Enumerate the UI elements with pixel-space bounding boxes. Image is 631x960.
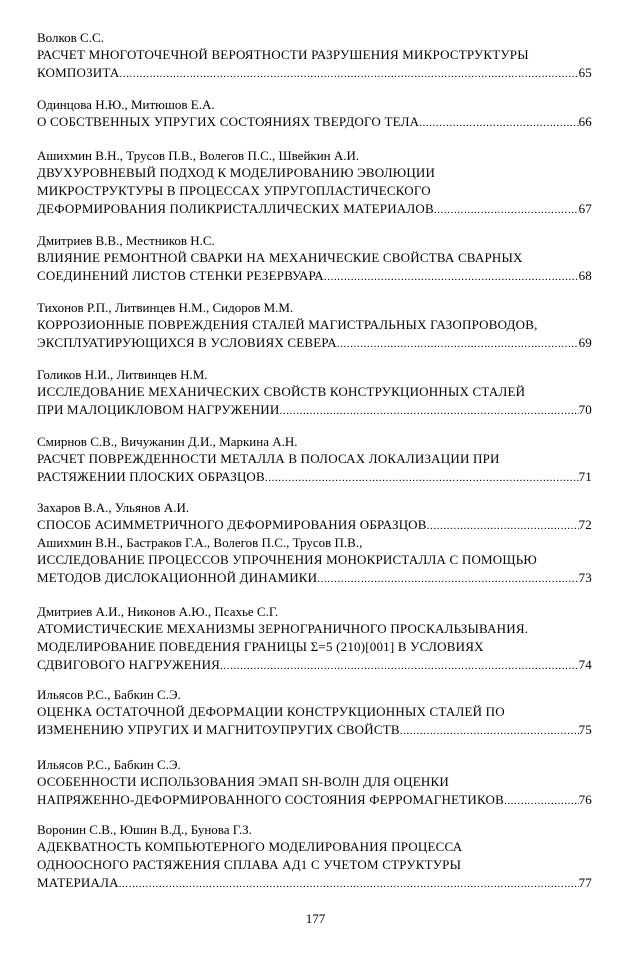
dot-leader <box>317 570 578 588</box>
toc-entry-title-line: РАСТЯЖЕНИИ ПЛОСКИХ ОБРАЗЦОВ <box>37 469 265 484</box>
toc-entry-authors: Воронин С.В., Юшин В.Д., Бунова Г.З. <box>37 822 252 837</box>
toc-entry-title-last-line <box>37 721 592 739</box>
dot-leader <box>400 722 579 740</box>
toc-entry-title-line: ДВУХУРОВНЕВЫЙ ПОДХОД К МОДЕЛИРОВАНИЮ ЭВОЛЮЦИИ <box>37 165 436 180</box>
dot-leader <box>119 875 579 893</box>
toc-entry-authors: Ашихмин В.Н., Бастраков Г.А., Волегов П.С., Трусов П.В., <box>37 535 363 550</box>
toc-entry-title-last-line <box>37 516 592 534</box>
toc-entry-authors: Волков С.С. <box>37 30 104 45</box>
toc-entry <box>37 97 592 131</box>
toc-entry-title-line: КОРРОЗИОННЫЕ ПОВРЕЖДЕНИЯ СТАЛЕЙ МАГИСТРАЛЬНЫХ ГАЗОПРОВОДОВ, <box>37 317 538 332</box>
toc-entry-title-line: МАТЕРИАЛА <box>37 875 119 890</box>
toc-entry <box>37 30 592 82</box>
toc-entry-title-line: ВЛИЯНИЕ РЕМОНТНОЙ СВАРКИ НА МЕХАНИЧЕСКИЕ СВОЙСТВА СВАРНЫХ <box>37 250 523 265</box>
toc-entry-title-line: ИССЛЕДОВАНИЕ МЕХАНИЧЕСКИХ СВОЙСТВ КОНСТРУКЦИОННЫХ СТАЛЕЙ <box>37 384 526 399</box>
toc-entry-page: 73 <box>578 570 592 585</box>
toc-entry-title-last-line <box>37 64 592 82</box>
dot-leader <box>419 114 578 132</box>
dot-leader <box>434 201 579 219</box>
toc-entry-title-line: НАПРЯЖЕННО-ДЕФОРМИРОВАННОГО СОСТОЯНИЯ ФЕРРОМАГНЕТИКОВ <box>37 792 504 807</box>
toc-entry-title-last-line <box>37 569 592 587</box>
toc-entry <box>37 687 592 739</box>
toc-entry-title-line: ОДНООСНОГО РАСТЯЖЕНИЯ СПЛАВА АД1 С УЧЕТОМ СТРУКТУРЫ <box>37 857 462 872</box>
toc-entry-title-line: КОМПОЗИТА <box>37 65 120 80</box>
page-number: 177 <box>305 911 326 926</box>
toc-entry-title-last-line <box>37 656 592 674</box>
toc-entry-authors: Захаров В.А., Ульянов А.И. <box>37 500 190 515</box>
toc-entry-page: 69 <box>578 335 592 350</box>
toc-entry-page: 74 <box>578 657 592 672</box>
toc-entry-page: 70 <box>578 402 592 417</box>
toc-entry-title-line: ЭКСПЛУАТИРУЮЩИХСЯ В УСЛОВИЯХ СЕВЕРА <box>37 335 337 350</box>
toc-entry <box>37 535 592 587</box>
toc-entry-title-line: РАСЧЕТ МНОГОТОЧЕЧНОЙ ВЕРОЯТНОСТИ РАЗРУШЕНИЯ МИКРОСТРУКТУРЫ <box>37 47 529 62</box>
toc-entry <box>37 822 592 892</box>
dot-leader <box>504 792 579 810</box>
toc-entry-title-line: РАСЧЕТ ПОВРЕЖДЕННОСТИ МЕТАЛЛА В ПОЛОСАХ ЛОКАЛИЗАЦИИ ПРИ <box>37 451 500 466</box>
toc-entry-title-last-line <box>37 468 592 486</box>
dot-leader <box>427 517 579 535</box>
toc-entry-authors: Смирнов С.В., Вичужанин Д.И., Маркина А.Н. <box>37 434 298 449</box>
toc-entry-page: 67 <box>578 201 592 216</box>
toc-entry <box>37 367 592 419</box>
dot-leader <box>280 402 579 420</box>
dot-leader <box>324 268 579 286</box>
toc-entry-title-last-line <box>37 401 592 419</box>
toc-entry-title-last-line <box>37 791 592 809</box>
toc-entry-authors: Ашихмин В.Н., Трусов П.В., Волегов П.С., Швейкин А.И. <box>37 148 360 163</box>
toc-entry <box>37 148 592 218</box>
toc-entry-page: 72 <box>578 517 592 532</box>
toc-entry-authors: Дмитриев А.И., Никонов А.Ю., Псахье С.Г. <box>37 604 279 619</box>
toc-entry <box>37 604 592 674</box>
dot-leader <box>220 657 579 675</box>
toc-entry-title-line: МЕТОДОВ ДИСЛОКАЦИОННОЙ ДИНАМИКИ <box>37 570 318 585</box>
toc-entry-title-last-line <box>37 113 592 131</box>
toc-entry-page: 66 <box>578 114 592 129</box>
toc-entry-page: 77 <box>578 875 592 890</box>
toc-entry-authors: Тихонов Р.П., Литвинцев Н.М., Сидоров М.М. <box>37 300 294 315</box>
toc-entry-title-line: СОЕДИНЕНИЙ ЛИСТОВ СТЕНКИ РЕЗЕРВУАРА <box>37 268 324 283</box>
toc-entry-title-line: ОЦЕНКА ОСТАТОЧНОЙ ДЕФОРМАЦИИ КОНСТРУКЦИОННЫХ СТАЛЕЙ ПО <box>37 704 505 719</box>
toc-entry-authors: Голиков Н.И., Литвинцев Н.М. <box>37 367 208 382</box>
toc-entry-authors: Дмитриев В.В., Местников Н.С. <box>37 233 215 248</box>
toc-entry-authors: Ильясов Р.С., Бабкин С.Э. <box>37 687 181 702</box>
toc-entry-title-line: ДЕФОРМИРОВАНИЯ ПОЛИКРИСТАЛЛИЧЕСКИХ МАТЕРИАЛОВ <box>37 201 434 216</box>
toc-entry-title-line: СПОСОБ АСИММЕТРИЧНОГО ДЕФОРМИРОВАНИЯ ОБРАЗЦОВ <box>37 517 427 532</box>
toc-entry-title-last-line <box>37 267 592 285</box>
toc-entry-title-line: ОСОБЕННОСТИ ИСПОЛЬЗОВАНИЯ ЭМАП SH-ВОЛН ДЛЯ ОЦЕНКИ <box>37 774 449 789</box>
toc-entry-page: 76 <box>578 792 592 807</box>
toc-entry-title-line: АДЕКВАТНОСТЬ КОМПЬЮТЕРНОГО МОДЕЛИРОВАНИЯ ПРОЦЕССА <box>37 839 463 854</box>
toc-entry-title-line: АТОМИСТИЧЕСКИЕ МЕХАНИЗМЫ ЗЕРНОГРАНИЧНОГО ПРОСКАЛЬЗЫВАНИЯ. <box>37 621 529 636</box>
toc-entry-page: 68 <box>578 268 592 283</box>
toc-entry-title-line: СДВИГОВОГО НАГРУЖЕНИЯ <box>37 657 221 672</box>
toc-entry <box>37 434 592 486</box>
toc-entry-title-last-line <box>37 874 592 892</box>
toc-entry-title-line: ИЗМЕНЕНИЮ УПРУГИХ И МАГНИТОУПРУГИХ СВОЙСТВ <box>37 722 400 737</box>
toc-entry-title-line: МИКРОСТРУКТУРЫ В ПРОЦЕССАХ УПРУГОПЛАСТИЧЕСКОГО <box>37 183 431 198</box>
toc-entry-title-last-line <box>37 200 592 218</box>
toc-entry-page: 65 <box>578 65 592 80</box>
toc-entry-title-line: ИССЛЕДОВАНИЕ ПРОЦЕССОВ УПРОЧНЕНИЯ МОНОКРИСТАЛЛА С ПОМОЩЬЮ <box>37 552 537 567</box>
dot-leader <box>337 335 579 353</box>
toc-entry-title-line: ПРИ МАЛОЦИКЛОВОМ НАГРУЖЕНИИ <box>37 402 280 417</box>
toc-entry-title-line: МОДЕЛИРОВАНИЕ ПОВЕДЕНИЯ ГРАНИЦЫ Σ=5 (210)[001] В УСЛОВИЯХ <box>37 639 484 654</box>
dot-leader <box>265 469 579 487</box>
toc-entry <box>37 757 592 809</box>
toc-entry <box>37 233 592 285</box>
dot-leader <box>119 65 578 83</box>
toc-entry-page: 71 <box>578 469 592 484</box>
toc-entry-title-last-line <box>37 334 592 352</box>
toc-entry-authors: Ильясов Р.С., Бабкин С.Э. <box>37 757 181 772</box>
toc-entry <box>37 500 592 534</box>
toc-entry-page: 75 <box>578 722 592 737</box>
toc-entry <box>37 300 592 352</box>
toc-entry-title-line: О СОБСТВЕННЫХ УПРУГИХ СОСТОЯНИЯХ ТВЕРДОГО ТЕЛА <box>37 114 420 129</box>
toc-entry-authors: Одинцова Н.Ю., Митюшов Е.А. <box>37 97 215 112</box>
